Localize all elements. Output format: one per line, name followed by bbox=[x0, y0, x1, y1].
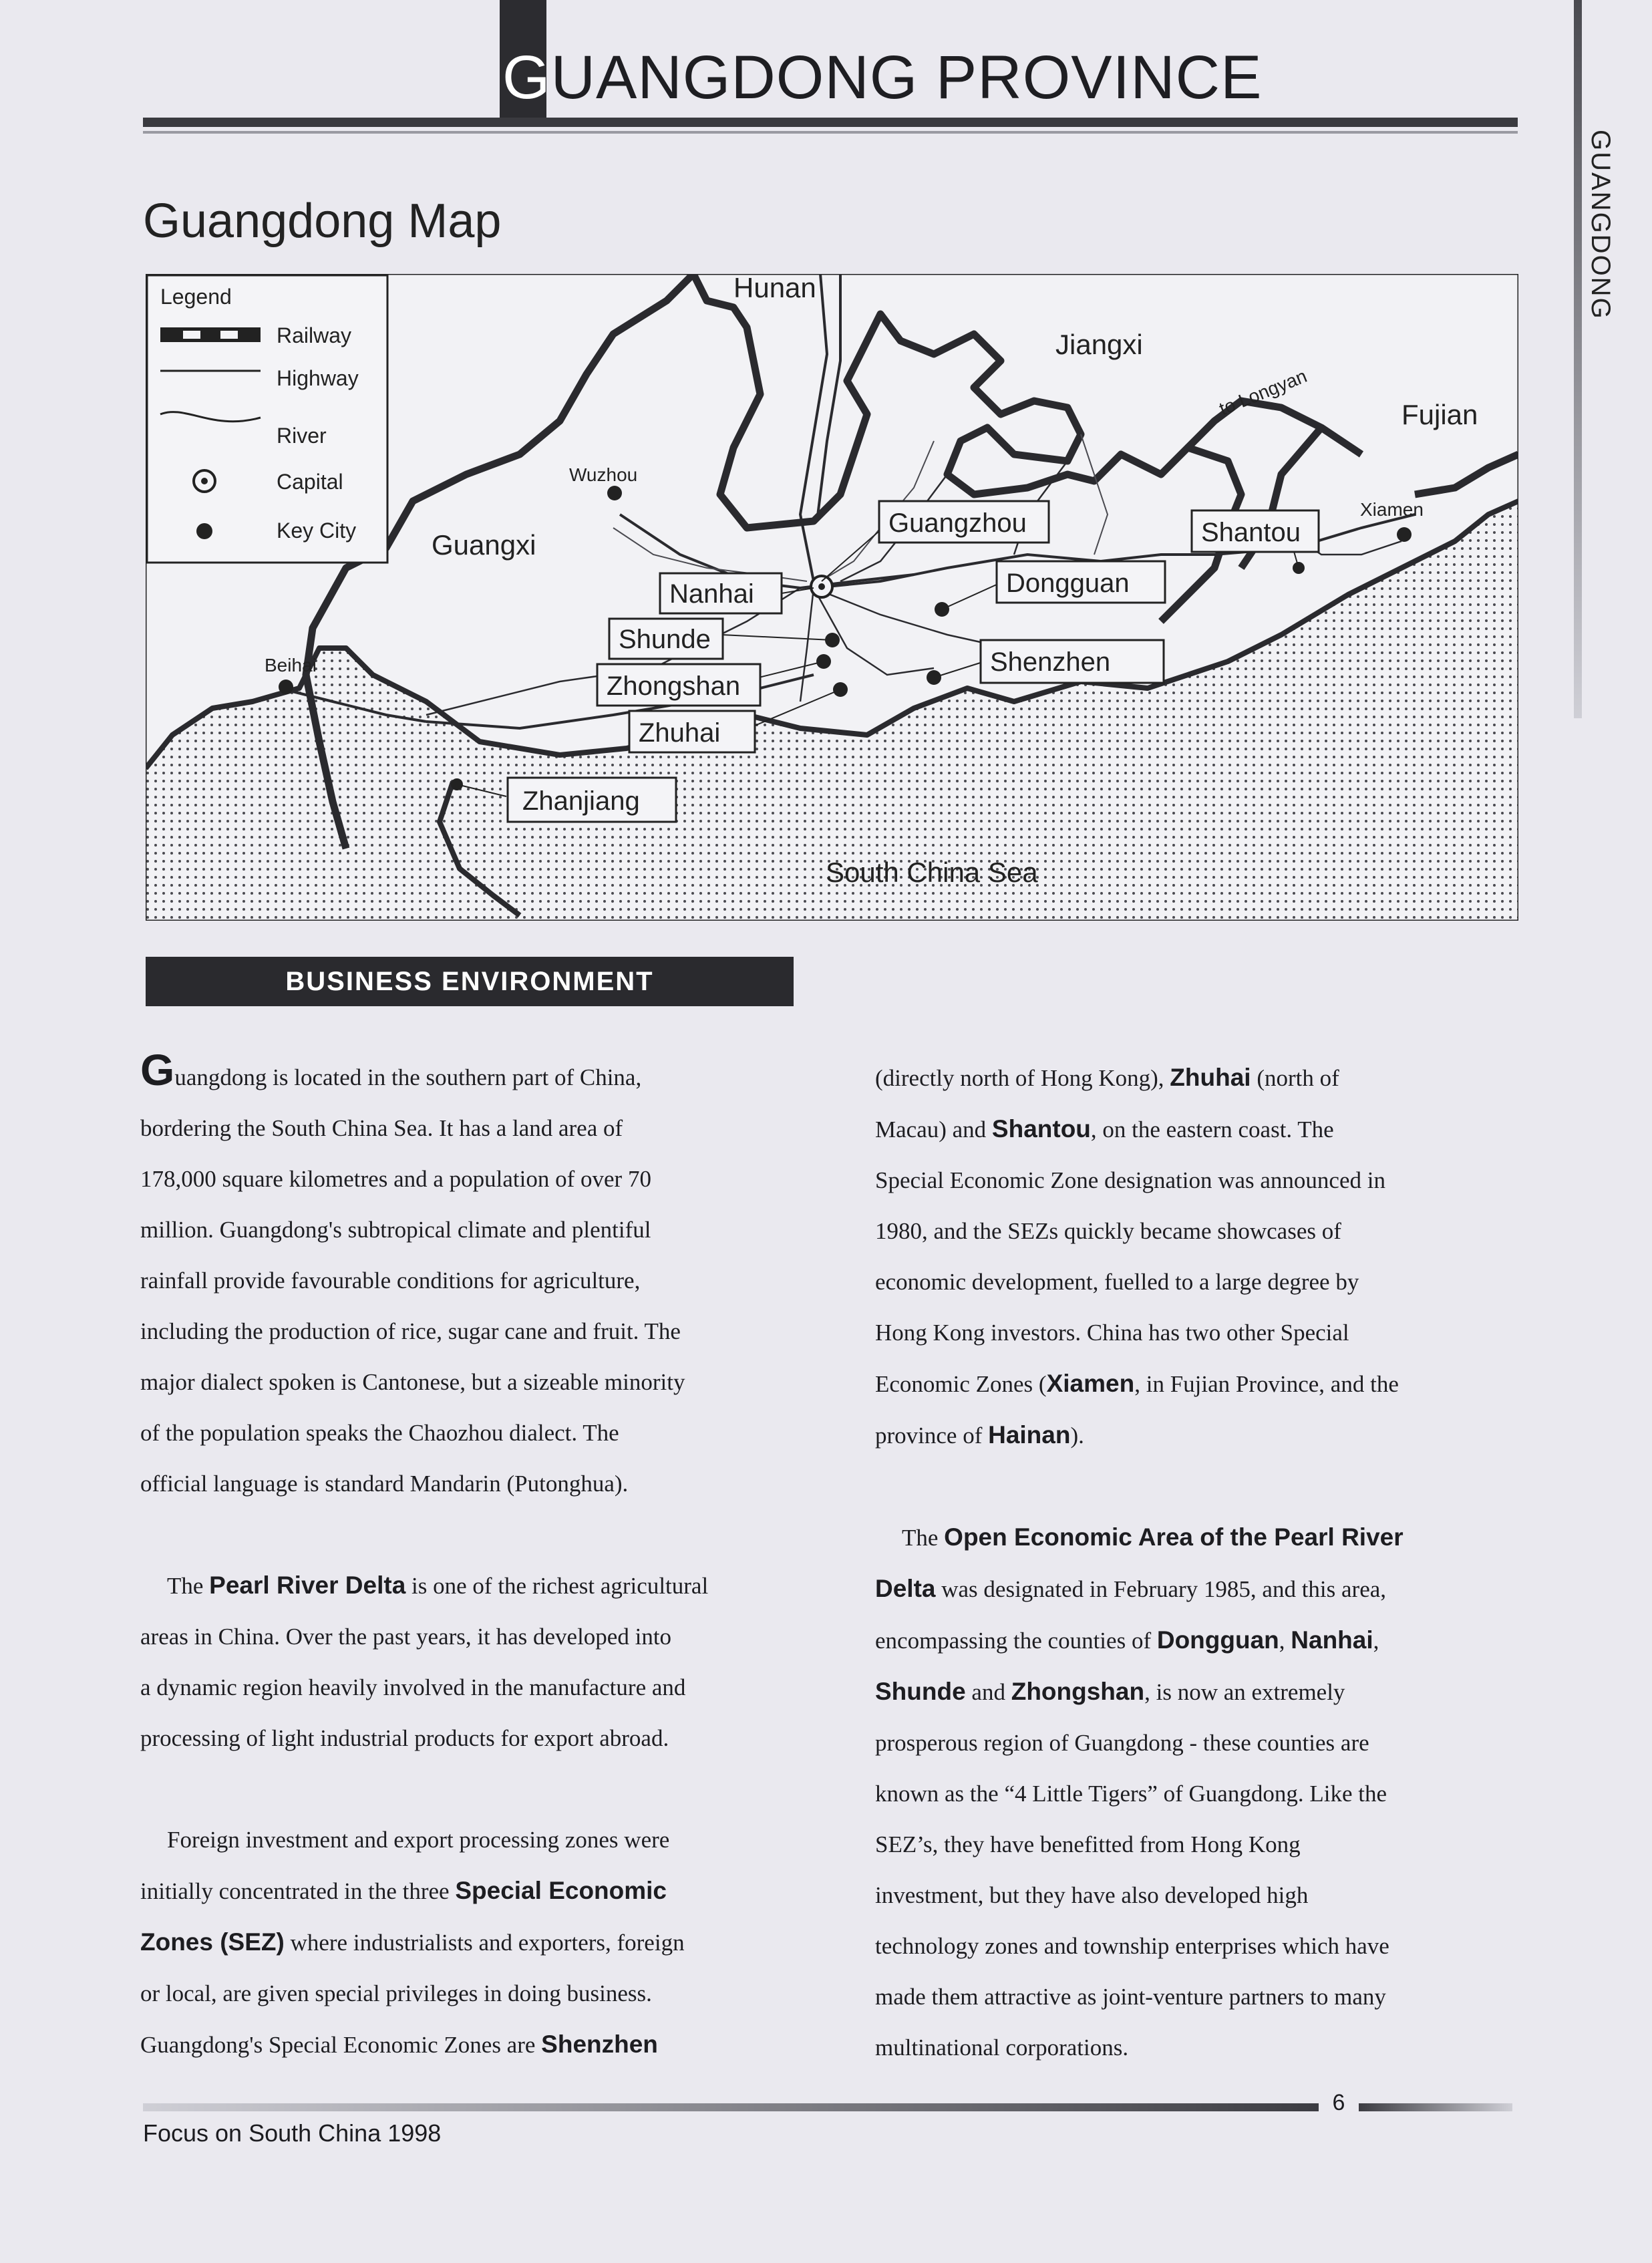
xiamen-marker bbox=[1397, 527, 1412, 542]
city-zhanjiang: Zhanjiang bbox=[522, 786, 640, 816]
paragraph-open-economic-area: The Open Economic Area of the Pearl River bbox=[902, 1523, 1403, 1551]
legend-key-city: Key City bbox=[277, 518, 357, 543]
city-zhuhai: Zhuhai bbox=[639, 718, 721, 748]
city-dongguan: Dongguan bbox=[1006, 569, 1130, 598]
city-beihai: Beihai bbox=[265, 655, 317, 675]
region-fujian: Fujian bbox=[1401, 399, 1478, 430]
city-xiamen: Xiamen bbox=[1360, 499, 1424, 520]
paragraph-location: Guangdong is located in the southern part of China, bordering the South China Sea. It has a land area of 178,000 square kilometres and a population of over 70 million. Guangdong's subtropical climate and plentiful rainfall provide favourable conditions for agriculture, including the production of rice, sugar cane and fruit. The major dialect spoken is Cantonese, but a sizeable minority of the population speaks the Chaozhou dialect. The official language is standard Mandarin (Putonghua). bbox=[140, 1045, 685, 1497]
guangdong-map bbox=[146, 274, 1518, 921]
city-shantou: Shantou bbox=[1201, 518, 1301, 547]
city-zhongshan: Zhongshan bbox=[607, 671, 741, 701]
footer-rule bbox=[143, 2103, 1319, 2111]
page-number: 6 bbox=[1332, 2090, 1345, 2115]
legend-capital: Capital bbox=[277, 470, 343, 494]
railway-swatch bbox=[160, 327, 261, 342]
paragraph-pearl-river-delta: The Pearl River Delta is one of the richest agricultural bbox=[167, 1571, 709, 1599]
header-rule bbox=[143, 118, 1518, 127]
label-to-longyan: to Longyan bbox=[1216, 365, 1310, 420]
drop-cap: G bbox=[140, 1045, 175, 1094]
page-title-rest: UANGDONG PROVINCE bbox=[550, 43, 1263, 112]
legend-river: River bbox=[277, 424, 327, 448]
region-guangxi: Guangxi bbox=[432, 529, 536, 561]
region-hunan: Hunan bbox=[733, 274, 816, 303]
publication-footer: Focus on South China 1998 bbox=[143, 2119, 442, 2147]
city-nanhai: Nanhai bbox=[669, 579, 754, 609]
footer-rule-right bbox=[1359, 2103, 1512, 2111]
key-city-icon bbox=[196, 523, 212, 539]
legend-railway: Railway bbox=[277, 323, 352, 347]
region-jiangxi: Jiangxi bbox=[1055, 329, 1143, 360]
section-heading: BUSINESS ENVIRONMENT bbox=[146, 957, 794, 1006]
map-title: Guangdong Map bbox=[143, 194, 502, 248]
city-wuzhou: Wuzhou bbox=[569, 464, 638, 485]
city-shenzhen: Shenzhen bbox=[990, 647, 1111, 677]
page-title-initial: G bbox=[502, 43, 551, 112]
page-title bbox=[502, 43, 1263, 112]
side-section-label: GUANGDONG bbox=[1586, 130, 1615, 320]
legend-title: Legend bbox=[160, 285, 232, 309]
left-column: Guangdong is located in the southern part of China, bordering the South China Sea. It has a land area of 178,000 square kilometres and a population of over 70 million. Guangdong's subtropical climate and plentiful rainfall provide favourable conditions for agriculture, including the production of rice, sugar cane and fruit. The major dialect spoken is Cantonese, but a sizeable minority of the population speaks the Chaozhou dialect. The official language is standard Mandarin (Putonghua). The Pearl River Delta is one of the richest agricultural areas in China. Over the past years, it has developed into a dynamic region heavily involved in the manufacture and processing of light industrial products for export abroad. Foreign investment and export processing zones were initially concentrated in the three Special Economic Zones (SEZ) where industrialists and exporters, foreign or local, are given special privileges in doing business. Guangdong's Special Economic Zones are Shenzhen bbox=[140, 1052, 815, 2071]
side-bar bbox=[1574, 0, 1582, 718]
map-legend bbox=[147, 275, 387, 563]
city-guangzhou: Guangzhou bbox=[888, 508, 1027, 538]
paragraph-foreign-investment: Foreign investment and export processing zones were bbox=[167, 1827, 670, 1853]
legend-highway: Highway bbox=[277, 366, 359, 390]
header-rule-thin bbox=[143, 131, 1518, 134]
beihai-marker bbox=[279, 680, 293, 694]
paragraph-sez: (directly north of Hong Kong), Zhuhai (north of Macau) and Shantou, on the eastern coast. The Special Economic Zone designation was announced in 1980, and the SEZs quickly became showcases of economic development, fuelled to a large degree by Hong Kong investors. China has two other Special Economic Zones (Xiamen, in Fujian Province, and the province of Hainan). bbox=[875, 1064, 1399, 1449]
city-shunde: Shunde bbox=[619, 625, 711, 654]
right-column: (directly north of Hong Kong), Zhuhai (north of Macau) and Shantou, on the eastern coast. The Special Economic Zone designation was announced in 1980, and the SEZs quickly became showcases of economic development, fuelled to a large degree by Hong Kong investors. China has two other Special Economic Zones (Xiamen, in Fujian Province, and the province of Hainan). The Open Economic Area of the Pearl River Delta was designated in February 1985, and this area, encompassing the counties of Dongguan, Nanhai, Shunde and Zhongshan, is now an extremely prosperous region of Guangdong - these counties are known as the “4 Little Tigers” of Guangdong. Like the SEZ’s, they have benefitted from Hong Kong investment, but they have also developed high technology zones and township enterprises which have made them attractive as joint-venture partners to many multinational corporations. bbox=[875, 1052, 1550, 2073]
region-south-china-sea: South China Sea bbox=[826, 857, 1038, 888]
wuzhou-marker bbox=[607, 486, 622, 500]
